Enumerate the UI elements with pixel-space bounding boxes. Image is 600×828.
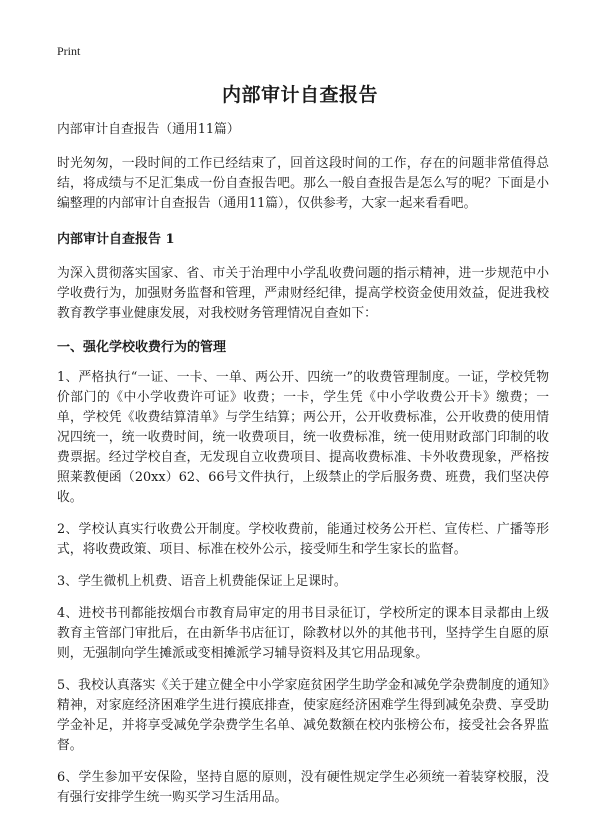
list-item: 3、学生微机上机费、语音上机费能保证上足课时。 — [57, 574, 347, 589]
document-subtitle: 内部审计自查报告（通用11篇） — [57, 122, 240, 137]
document-title: 内部审计自查报告 — [221, 84, 378, 106]
section-heading: 内部审计自查报告 1 — [57, 232, 175, 247]
list-item: 5、我校认真落实《关于建立健全中小学家庭贫困学生助学金和减免学杂费制度的通知》精神，对家庭经济困难学生进行摸底排查，使家庭经济困难学生得到减免杂费、享受助学金补足，并将享受减免学杂费学生名单、减免数额在校内张榜公布，接受社会各界监督。 — [57, 678, 549, 753]
list-item: 4、进校书刊都能按烟台市教育局审定的用书目录征订，学校所定的课本目录都由上级教育主管部门审批后，在由新华书店征订，除教材以外的其他书刊，坚持学生自愿的原则，无强制向学生摊派或变相摊派学习辅导资料及其它用品现象。 — [57, 606, 549, 661]
print-link[interactable]: Print — [57, 44, 81, 58]
document-body — [57, 120, 549, 820]
intro-paragraph: 时光匆匆，一段时间的工作已经结束了，回首这段时间的工作，存在的问题非常值得总结，将成绩与不足汇集成一份自查报告吧。那么一般自查报告是怎么写的呢？下面是小编整理的内部审计自查报告（通用11篇），仅供参考，大家一起来看看吧。 — [57, 156, 549, 211]
section-intro-paragraph: 为深入贯彻落实国家、省、市关于治理中小学乱收费问题的指示精神，进一步规范中小学收费行为，加强财务监督和管理，严肃财经纪律，提高学校资金使用效益，促进我校教育教学事业健康发展，对我校财务管理情况自查如下： — [57, 266, 549, 321]
list-item: 1、严格执行“一证、一卡、一单、两公开、四统一”的收费管理制度。一证，学校凭物价部门的《中小学收费许可证》收费；一卡，学生凭《中小学收费公开卡》缴费；一单，学校凭《收费结算清单》与学生结算；两公开，公开收费标准，公开收费的使用情况四统一，统一收费时间，统一收费项目，统一收费标准，统一使用财政部门印制的收费票据。经过学校自查，无发现自立收费项目、提高收费标准、卡外收费现象，严格按照莱教便函（20xx）62、66号文件执行，上级禁止的学后服务费、班费，我们坚决停收。 — [57, 370, 549, 505]
list-item: 2、学校认真实行收费公开制度。学校收费前，能通过校务公开栏、宣传栏、广播等形式，将收费政策、项目、标准在校外公示，接受师生和学生家长的监督。 — [57, 522, 549, 557]
list-item: 6、学生参加平安保险，坚持自愿的原则，没有硬性规定学生必须统一着装穿校服，没有强行安排学生统一购买学习生活用品。 — [57, 770, 549, 805]
subsection-heading: 一、强化学校收费行为的管理 — [57, 340, 227, 355]
